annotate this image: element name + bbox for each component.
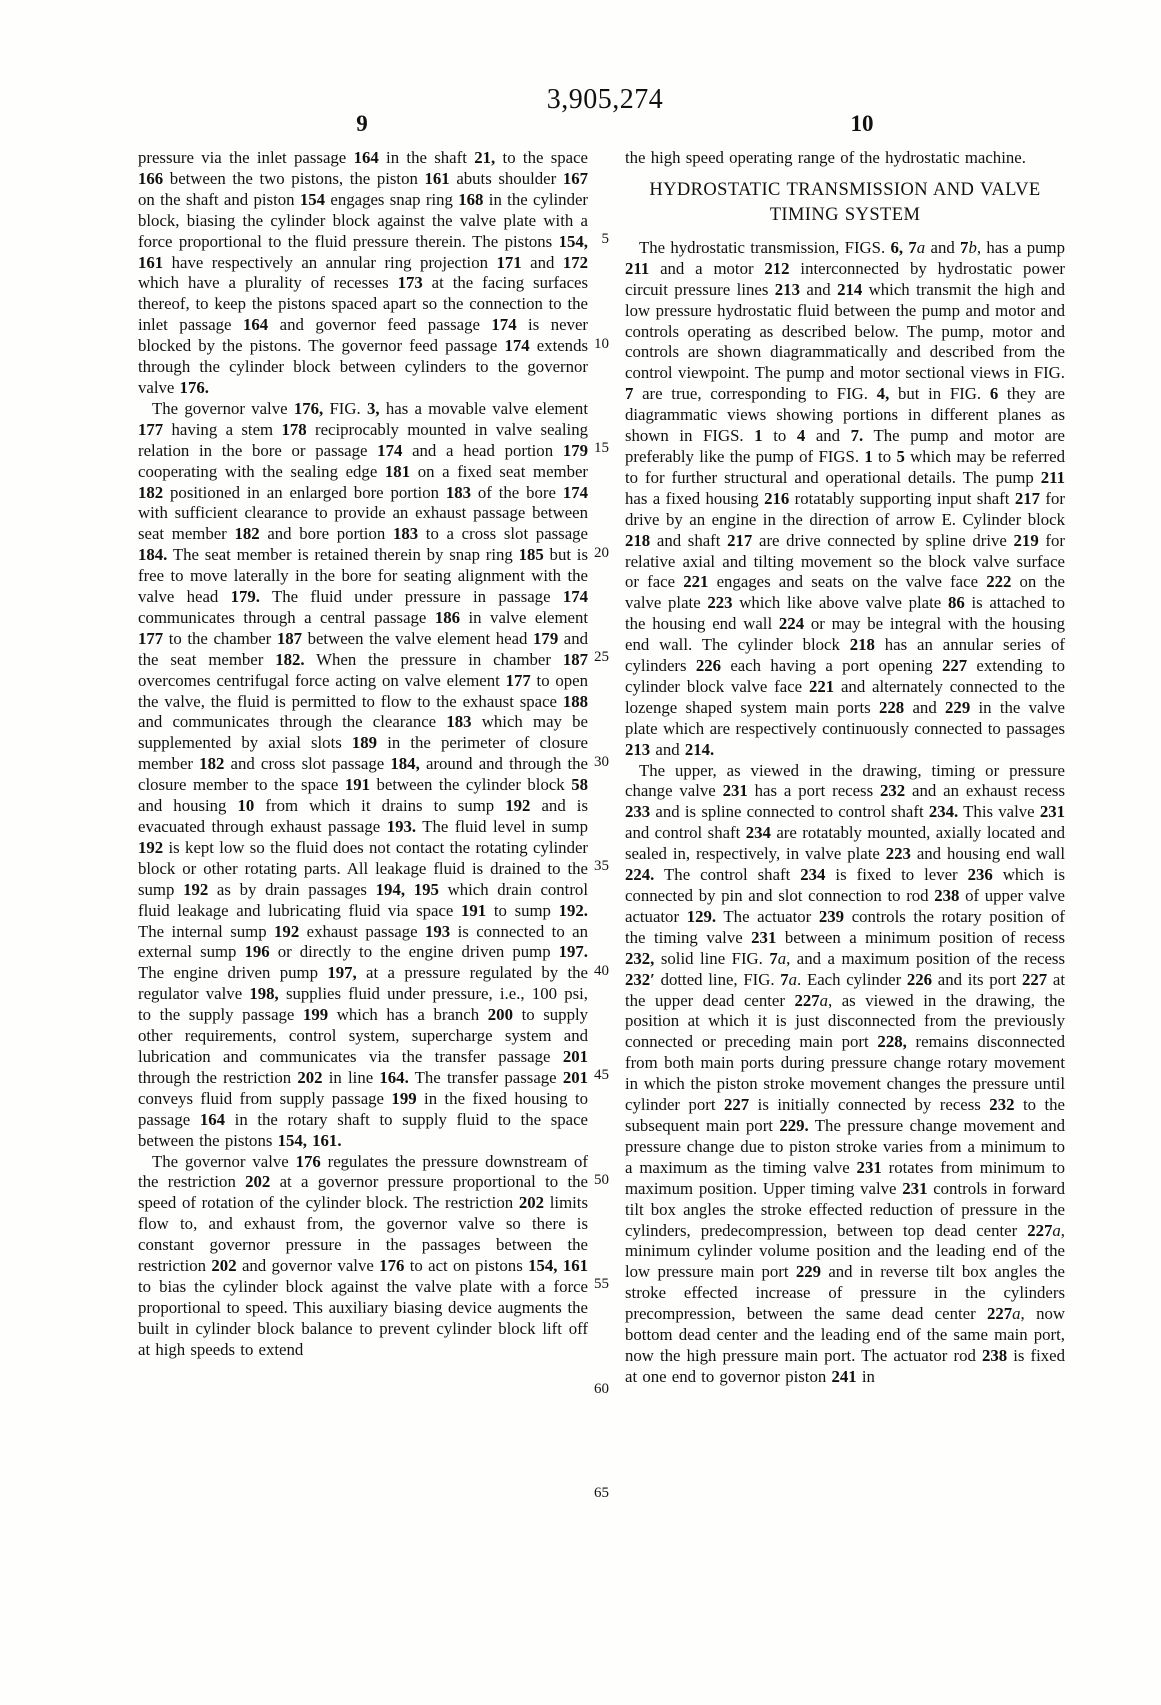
column-left [138, 148, 588, 1361]
section-heading: HYDROSTATIC TRANSMISSION AND VALVE TIMING SYSTEM [649, 179, 1041, 225]
line-number: 55 [594, 1276, 609, 1292]
paragraph-timing-valve: The upper, as viewed in the drawing, timing or pressure change valve 231 has a port recess 232 and an exhaust recess 233 and is spline connected to control shaft 234. This valve 231 and control shaft 234 are rotatably mounted, axially located and sealed in, respectively, in valve plate 223 and housing end wall 224. The control shaft 234 is fixed to lever 236 which is connected by pin and slot connection to rod 238 of upper valve actuator 129. The actuator 239 controls the rotary position of the timing valve 231 between a minimum position of recess 232, solid line FIG. 7a, and a maximum position of the recess 232′ dotted line, FIG. 7a. Each cylinder 226 and its port 227 at the upper dead center 227a, as viewed in the drawing, the position at which it is just disconnected from the previously connected or preceding main port 228, remains disconnected from both main ports during pressure change rotary movement in which the piston stroke movement changes the pressure until cylinder port 227 is initially connected by recess 232 to the subsequent main port 229. The pressure change movement and pressure change due to piston stroke varies from a minimum to a maximum as the timing valve 231 rotates from minimum to maximum position. Upper timing valve 231 controls in forward tilt box angles the stroke effected reduction of pressure in the cylinders, predecompression, between top dead center 227a, minimum cylinder volume position and the leading end of the low pressure main port 229 and in reverse tilt box angles the stroke effected increase of pressure in the cylinders precompression, between the same dead center 227a, now bottom dead center and the leading end of the same main port, now the high pressure main port. The actuator rod 238 is fixed at one end to governor piston 241 in [625, 760, 1066, 1386]
column-number-left: 9 [356, 111, 368, 136]
line-number: 35 [594, 858, 609, 874]
column-right [625, 148, 1065, 1388]
line-number: 50 [594, 1171, 609, 1188]
line-number: 45 [594, 1067, 609, 1083]
column-number-right: 10 [850, 111, 874, 136]
line-number: 60 [594, 1380, 609, 1397]
line-number: 30 [594, 753, 609, 770]
line-number: 15 [594, 440, 609, 456]
paragraph-governor-valve: The governor valve 176, FIG. 3, has a movable valve element 177 having a stem 178 reciprocably mounted in valve sealing relation in the bore or passage 174 and a head portion 179 cooperating with the sealing edge 181 on a fixed seat member 182 positioned in an enlarged bore portion 183 of the bore 174 with sufficient clearance to provide an exhaust passage between seat member 182 and bore portion 183 to a cross slot passage 184. The seat member is retained therein by snap ring 185 but is free to move laterally in the bore for seating alignment with the valve head 179. The fluid under pressure in passage 174 communicates through a central passage 186 in valve element 177 to the chamber 187 between the valve element head 179 and the seat member 182. When the pressure in chamber 187 overcomes centrifugal force acting on valve element 177 to open the valve, the fluid is permitted to flow to the exhaust space 188 and communicates through the clearance 183 which may be supplemented by axial slots 189 in the perimeter of closure member 182 and cross slot passage 184, around and through the closure member to the space 191 between the cylinder block 58 and housing 10 from which it drains to sump 192 and is evacuated through exhaust passage 193. The fluid level in sump 192 is kept low so the fluid does not contact the rotating cylinder block or other rotating parts. All leakage fluid is drained to the sump 192 as by drain passages 194, 195 which drain control fluid leakage and lubricating fluid via space 191 to sump 192. The internal sump 192 exhaust passage 193 is connected to an external sump 196 or directly to the engine driven pump 197. The engine driven pump 197, at a pressure regulated by the regulator valve 198, supplies fluid under pressure, i.e., 100 psi, to the supply passage 199 which has a branch 200 to supply other requirements, control system, supercharge system and lubrication and communicates via the transfer passage 201 through the restriction 202 in line 164. The transfer passage 201 conveys fluid from supply passage 199 in the fixed housing to passage 164 in the rotary shaft to supply fluid to the space between the pistons 154, 161. [138, 398, 589, 1150]
line-number: 5 [601, 231, 609, 247]
line-number: 25 [594, 649, 609, 665]
line-number: 10 [594, 335, 609, 352]
line-number: 20 [594, 544, 609, 561]
paragraph-right-continuation: the high speed operating range of the hydrostatic machine. [625, 148, 1026, 167]
line-number: 40 [594, 962, 609, 979]
paragraph-governor-regulation: The governor valve 176 regulates the pressure downstream of the restriction 202 at a governor pressure proportional to the speed of rotation of the cylinder block. The restriction 202 limits flow to, and exhaust from, the governor valve so there is constant governor pressure in the passages between the restriction 202 and governor valve 176 to act on pistons 154, 161 to bias the cylinder block against the valve plate with a force proportional to speed. This auxiliary biasing device augments the built in cylinder block balance to prevent cylinder block lift off at high speeds to extend [138, 1151, 588, 1359]
paragraph-left-continuation: pressure via the inlet passage 164 in the shaft 21, to the space 166 between the two pistons, the piston 161 abuts shoulder 167 on the shaft and piston 154 engages snap ring 168 in the cylinder block, biasing the cylinder block against the valve plate with a force proportional to the fluid pressure therein. The pistons 154, 161 have respectively an annular ring projection 171 and 172 which have a plurality of recesses 173 at the facing surfaces thereof, to keep the pistons spaced apart so the connection to the inlet passage 164 and governor feed passage 174 is never blocked by the pistons. The governor feed passage 174 extends through the cylinder block between cylinders to the governor valve 176. [138, 148, 589, 397]
paragraph-hydrostatic-transmission: The hydrostatic transmission, FIGS. 6, 7a and 7b, has a pump 211 and a motor 212 interconnected by hydrostatic power circuit pressure lines 213 and 214 which transmit the high and low pressure hydrostatic fluid between the pump and motor and controls operating as described below. The pump, motor and controls are shown diagrammatically and described from the control viewpoint. The pump and motor sectional views in FIG. 7 are true, corresponding to FIG. 4, but in FIG. 6 they are diagrammatic views showing portions in different planes as shown in FIGS. 1 to 4 and 7. The pump and motor are preferably like the pump of FIGS. 1 to 5 which may be referred to for further structural and operational details. The pump 211 has a fixed housing 216 rotatably supporting input shaft 217 for drive by an engine in the direction of arrow E. Cylinder block 218 and shaft 217 are drive connected by spline drive 219 for relative axial and tilting movement so the block valve surface or face 221 engages and seats on the valve face 222 on the valve plate 223 which like above valve plate 86 is attached to the housing end wall 224 or may be integral with the housing end wall. The cylinder block 218 has an annular series of cylinders 226 each having a port opening 227 extending to cylinder block valve face 221 and alternately connected to the lozenge shaped system main ports 228 and 229 in the valve plate which are respectively continuously connected to passages 213 and 214. [625, 237, 1066, 759]
patent-number: 3,905,274 [546, 84, 664, 115]
line-number: 65 [594, 1485, 609, 1501]
